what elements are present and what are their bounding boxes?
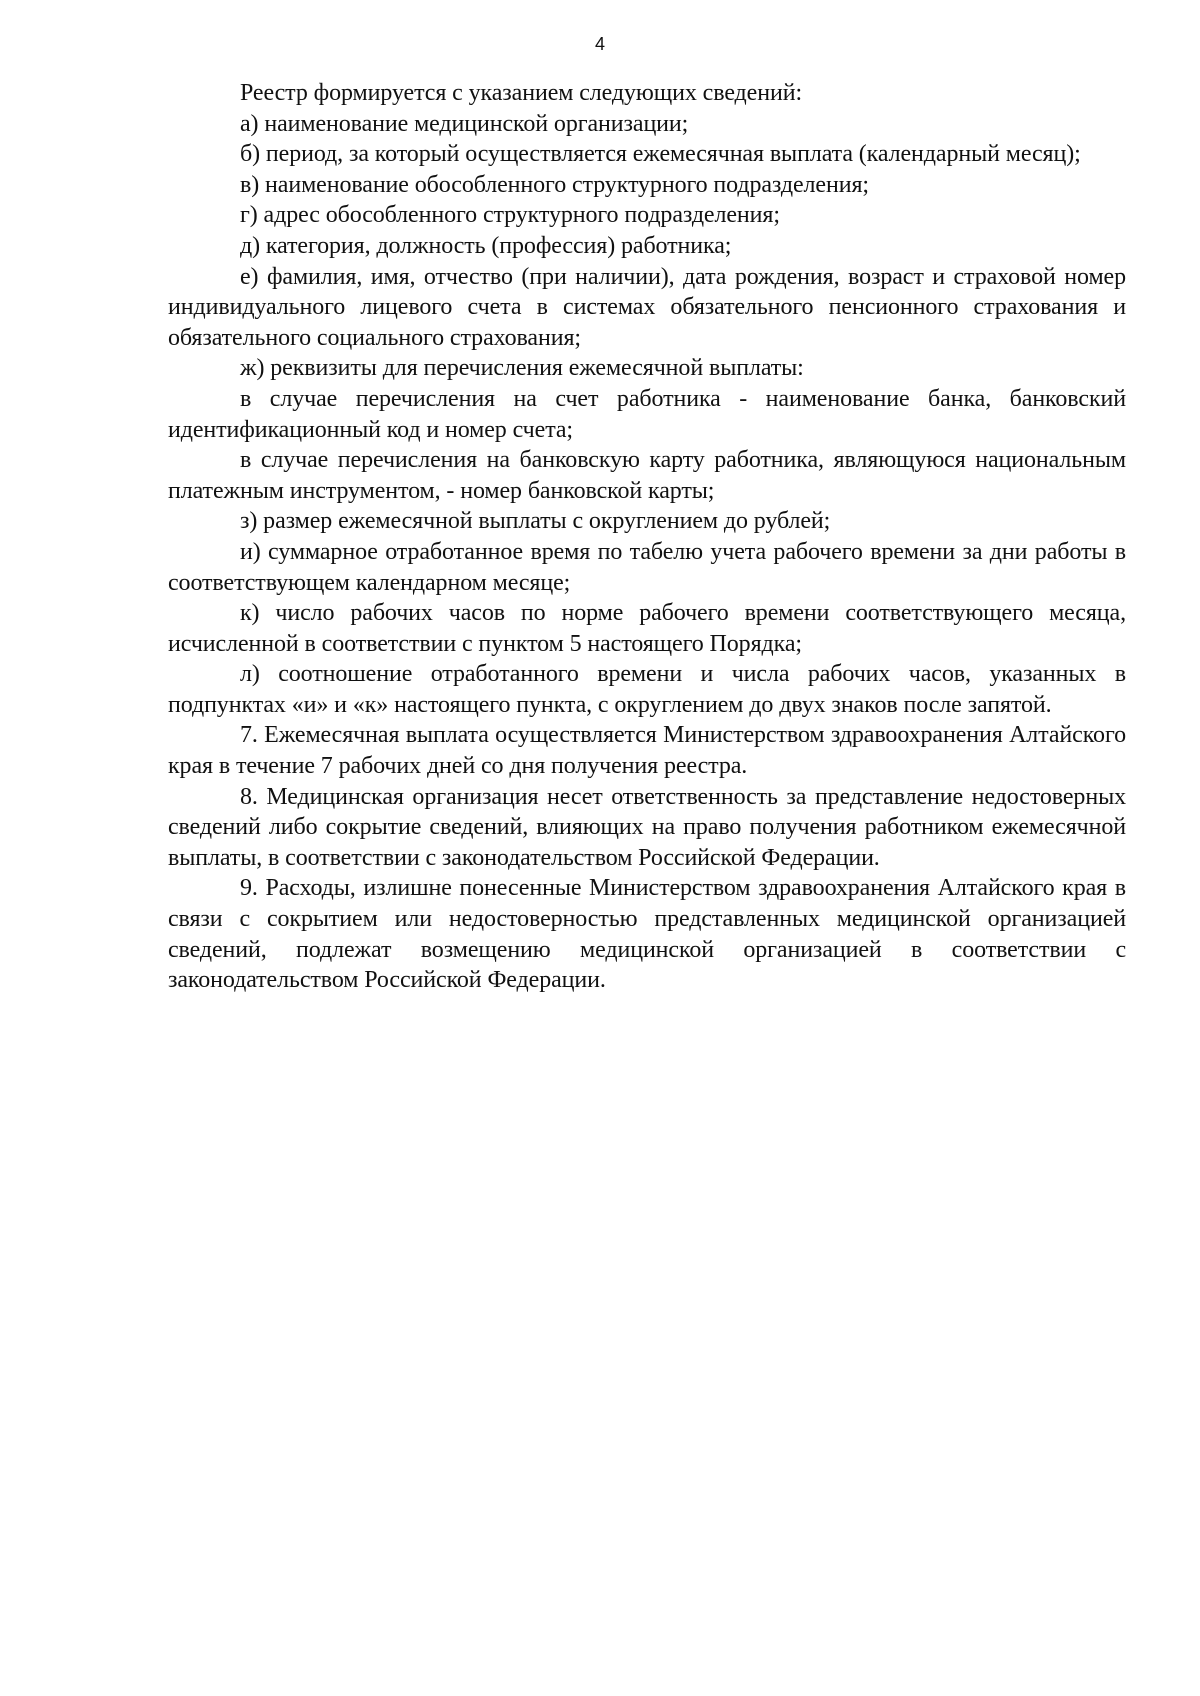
paragraph-account-transfer: в случае перечисления на счет работника - наименование банка, банковский идентификационный код и номер счета; <box>168 385 1126 443</box>
paragraph-section-7: 7. Ежемесячная выплата осуществляется Министерством здравоохранения Алтайского края в течение 7 рабочих дней со дня получения реестра. <box>168 722 1126 780</box>
paragraph-registry-intro: Реестр формируется с указанием следующих сведений: <box>240 80 803 106</box>
paragraph-item-e: е) фамилия, имя, отчество (при наличии), дата рождения, возраст и страховой номер индивидуального лицевого счета в системах обязательного пенсионного страхования и обязательного социального страхования; <box>168 263 1126 351</box>
page-number: 4 <box>594 34 605 54</box>
paragraph-section-8: 8. Медицинская организация несет ответственность за представление недостоверных сведений либо сокрытие сведений, влияющих на право получения работником ежемесячной выплаты, в соответствии с законодательством Российской Федерации. <box>168 783 1126 871</box>
paragraph-item-g: г) адрес обособленного структурного подразделения; <box>240 202 780 229</box>
paragraph-item-z: з) размер ежемесячной выплаты с округлением до рублей; <box>240 508 831 535</box>
paragraph-item-d: д) категория, должность (профессия) работника; <box>240 232 732 259</box>
paragraph-item-l: л) соотношение отработанного времени и числа рабочих часов, указанных в подпунктах «и» и «к» настоящего пункта, с округлением до двух знаков после запятой. <box>168 661 1126 718</box>
paragraph-item-b: б) период, за который осуществляется ежемесячная выплата (календарный месяц); <box>240 141 1081 168</box>
paragraph-item-i: и) суммарное отработанное время по табелю учета рабочего времени за дни работы в соответствующем календарном месяце; <box>168 538 1126 596</box>
paragraph-item-a: а) наименование медицинской организации; <box>240 110 689 137</box>
paragraph-item-zh: ж) реквизиты для перечисления ежемесячной выплаты: <box>240 355 804 382</box>
paragraph-section-9: 9. Расходы, излишне понесенные Министерством здравоохранения Алтайского края в связи с сокрытием или недостоверностью представленных медицинской организацией сведений, подлежат возмещению медицинской организацией в соответствии с законодательством Российской Федерации. <box>168 875 1126 994</box>
paragraph-item-v: в) наименование обособленного структурного подразделения; <box>240 171 869 198</box>
document-body <box>168 78 1126 996</box>
paragraph-item-k: к) число рабочих часов по норме рабочего времени соответствующего месяца, исчисленной в соответствии с пунктом 5 настоящего Порядка; <box>168 600 1126 657</box>
paragraph-card-transfer: в случае перечисления на банковскую карту работника, являющуюся национальным платежным инструментом, - номер банковской карты; <box>168 447 1126 504</box>
